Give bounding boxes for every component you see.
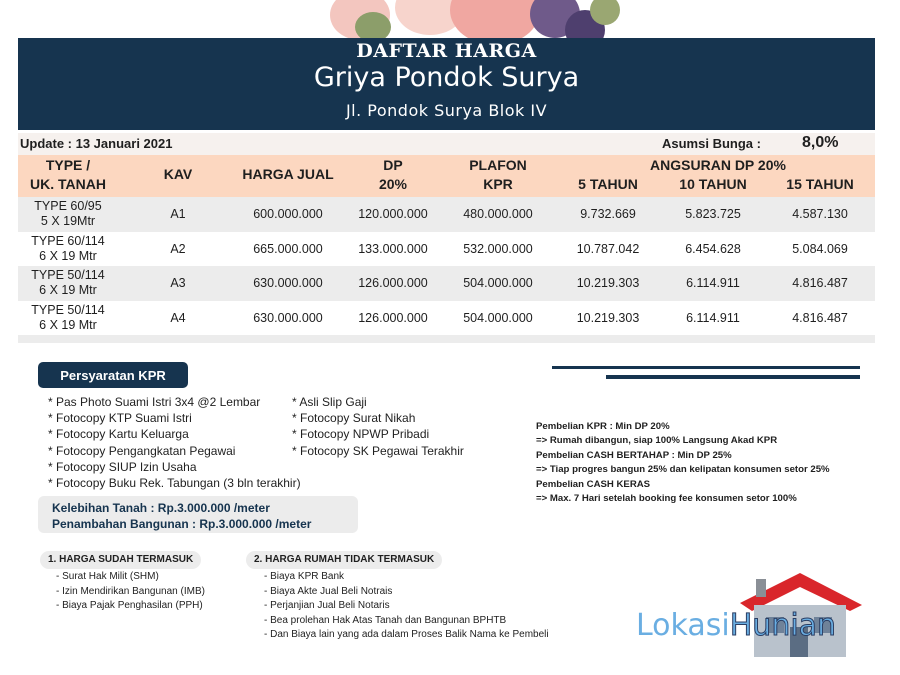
- requirements-list-right: [292, 394, 464, 459]
- list-item: - Bea prolehan Hak Atas Tanah dan Bangunan BPHTB: [264, 614, 507, 626]
- page-title: DAFTAR HARGA: [356, 40, 537, 62]
- header-type: TYPE /: [45, 157, 91, 173]
- payment-term: Pembelian CASH KERAS: [536, 478, 651, 490]
- cell-dp: 126.000.000: [358, 276, 428, 291]
- excluded-list: [264, 570, 549, 643]
- included-title: 1. HARGA SUDAH TERMASUK: [40, 551, 201, 569]
- table-row: [18, 197, 875, 232]
- header-kav: KAV: [163, 166, 193, 182]
- cell-10-years: 5.823.725: [685, 207, 741, 222]
- list-item: - Biaya KPR Bank: [264, 571, 345, 582]
- list-item: * Fotocopy Pengangkatan Pegawai: [48, 443, 236, 458]
- header-banner: [18, 38, 875, 130]
- header-harga: HARGA JUAL: [242, 166, 334, 182]
- cell-dp: 126.000.000: [358, 310, 428, 325]
- extra-land-cost: Kelebihan Tanah : Rp.3.000.000 /meter: [52, 501, 270, 515]
- cell-kav: A3: [170, 276, 186, 291]
- payment-terms: [536, 420, 830, 506]
- table-row: [18, 301, 875, 336]
- list-item: * Fotocopy SK Pegawai Terakhir: [292, 443, 464, 458]
- list-item: * Pas Photo Suami Istri 3x4 @2 Lembar: [48, 395, 261, 409]
- list-item: - Dan Biaya lain yang ada dalam Proses Balik Nama ke Pembeli: [264, 629, 549, 640]
- property-name: Griya Pondok Surya: [313, 62, 580, 93]
- divider-line: [552, 366, 860, 369]
- included-list: [56, 570, 205, 614]
- list-item: - Biaya Akte Jual Beli Notrais: [264, 585, 393, 597]
- cell-harga: 630.000.000: [253, 310, 323, 325]
- payment-term: => Rumah dibangun, siap 100% Langsung Akad KPR: [536, 435, 778, 447]
- cell-10-years: 6.114.911: [686, 310, 740, 325]
- table-row: [18, 232, 875, 267]
- header-plafon: PLAFON: [469, 157, 527, 173]
- list-item: * Fotocopy KTP Suami Istri: [48, 411, 192, 426]
- lokasi-hunian-logo: [636, 565, 872, 665]
- requirements-list-left: [48, 394, 301, 491]
- header-angsuran: ANGSURAN DP 20%: [650, 157, 786, 173]
- interest-value: 8,0%: [802, 134, 839, 151]
- payment-term: => Tiap progres bangun 25% dan kelipatan konsumen setor 25%: [536, 464, 830, 476]
- price-table: [18, 133, 875, 343]
- cell-kav: A4: [170, 310, 186, 325]
- cell-harga: 665.000.000: [253, 241, 323, 256]
- header-5-years: 5 TAHUN: [578, 176, 638, 192]
- list-item: * Asli Slip Gaji: [292, 395, 367, 409]
- list-item: - Biaya Pajak Penghasilan (PPH): [56, 600, 203, 611]
- cell-15-years: 4.587.130: [792, 207, 848, 222]
- list-item: - Surat Hak Milit (SHM): [56, 571, 159, 582]
- payment-term: => Max. 7 Hari setelah booking fee konsumen setor 100%: [536, 493, 797, 505]
- cell-type: TYPE 60/114 6 X 19 Mtr: [31, 233, 105, 263]
- cell-plafon: 480.000.000: [463, 207, 533, 222]
- cell-15-years: 5.084.069: [792, 241, 848, 256]
- logo-text: LokasiHunian: [636, 608, 837, 643]
- cell-5-years: 9.732.669: [580, 207, 636, 222]
- extra-costs: [38, 496, 358, 533]
- update-date: Update : 13 Januari 2021: [20, 136, 173, 151]
- cell-15-years: 4.816.487: [792, 276, 848, 291]
- cell-type: TYPE 50/114 6 X 19 Mtr: [31, 302, 105, 332]
- extra-building-cost: Penambahan Bangunan : Rp.3.000.000 /meter: [52, 517, 312, 531]
- cell-dp: 120.000.000: [358, 207, 428, 222]
- table-row: [18, 266, 875, 301]
- list-item: * Fotocopy SIUP Izin Usaha: [48, 459, 197, 474]
- cell-5-years: 10.219.303: [576, 276, 640, 291]
- excluded-title: 2. HARGA RUMAH TIDAK TERMASUK: [246, 551, 442, 569]
- table-header: [18, 155, 875, 197]
- cell-10-years: 6.454.628: [685, 241, 741, 256]
- property-address: Jl. Pondok Surya Blok IV: [345, 101, 548, 120]
- requirements-title: Persyaratan KPR: [38, 362, 188, 388]
- list-item: * Fotocopy Kartu Keluarga: [48, 427, 189, 442]
- cell-plafon: 504.000.000: [463, 310, 533, 325]
- header-15-years: 15 TAHUN: [786, 176, 854, 192]
- table-body: [18, 197, 875, 335]
- cell-harga: 600.000.000: [253, 207, 323, 222]
- update-row: [18, 133, 875, 155]
- list-item: - Izin Mendirikan Bangunan (IMB): [56, 585, 205, 597]
- payment-term: Pembelian KPR : Min DP 20%: [536, 421, 670, 432]
- list-item: * Fotocopy NPWP Pribadi: [292, 427, 430, 442]
- table-footer-strip: [18, 335, 875, 343]
- cell-10-years: 6.114.911: [686, 276, 740, 291]
- header-10-years: 10 TAHUN: [679, 176, 747, 192]
- list-item: - Perjanjian Jual Beli Notaris: [264, 600, 390, 611]
- cell-5-years: 10.787.042: [576, 241, 640, 256]
- header-dp: DP: [383, 157, 403, 173]
- list-item: * Fotocopy Buku Rek. Tabungan (3 bln terakhir): [48, 476, 301, 491]
- cell-plafon: 532.000.000: [463, 241, 533, 256]
- cell-dp: 133.000.000: [358, 241, 428, 256]
- cell-plafon: 504.000.000: [463, 276, 533, 291]
- header-dp-pct: 20%: [378, 176, 408, 192]
- cell-kav: A2: [170, 241, 186, 256]
- payment-term: Pembelian CASH BERTAHAP : Min DP 25%: [536, 449, 732, 461]
- list-item: * Fotocopy Surat Nikah: [292, 411, 416, 426]
- cell-type: TYPE 60/95 5 X 19Mtr: [34, 199, 102, 229]
- cell-15-years: 4.816.487: [792, 310, 848, 325]
- header-land: UK. TANAH: [30, 176, 106, 192]
- header-kpr: KPR: [483, 176, 513, 192]
- cell-5-years: 10.219.303: [576, 310, 640, 325]
- cell-harga: 630.000.000: [253, 276, 323, 291]
- cell-kav: A1: [170, 207, 186, 222]
- cell-type: TYPE 50/114 6 X 19 Mtr: [31, 268, 105, 298]
- interest-label: Asumsi Bunga :: [662, 136, 761, 151]
- divider-line: [606, 375, 860, 379]
